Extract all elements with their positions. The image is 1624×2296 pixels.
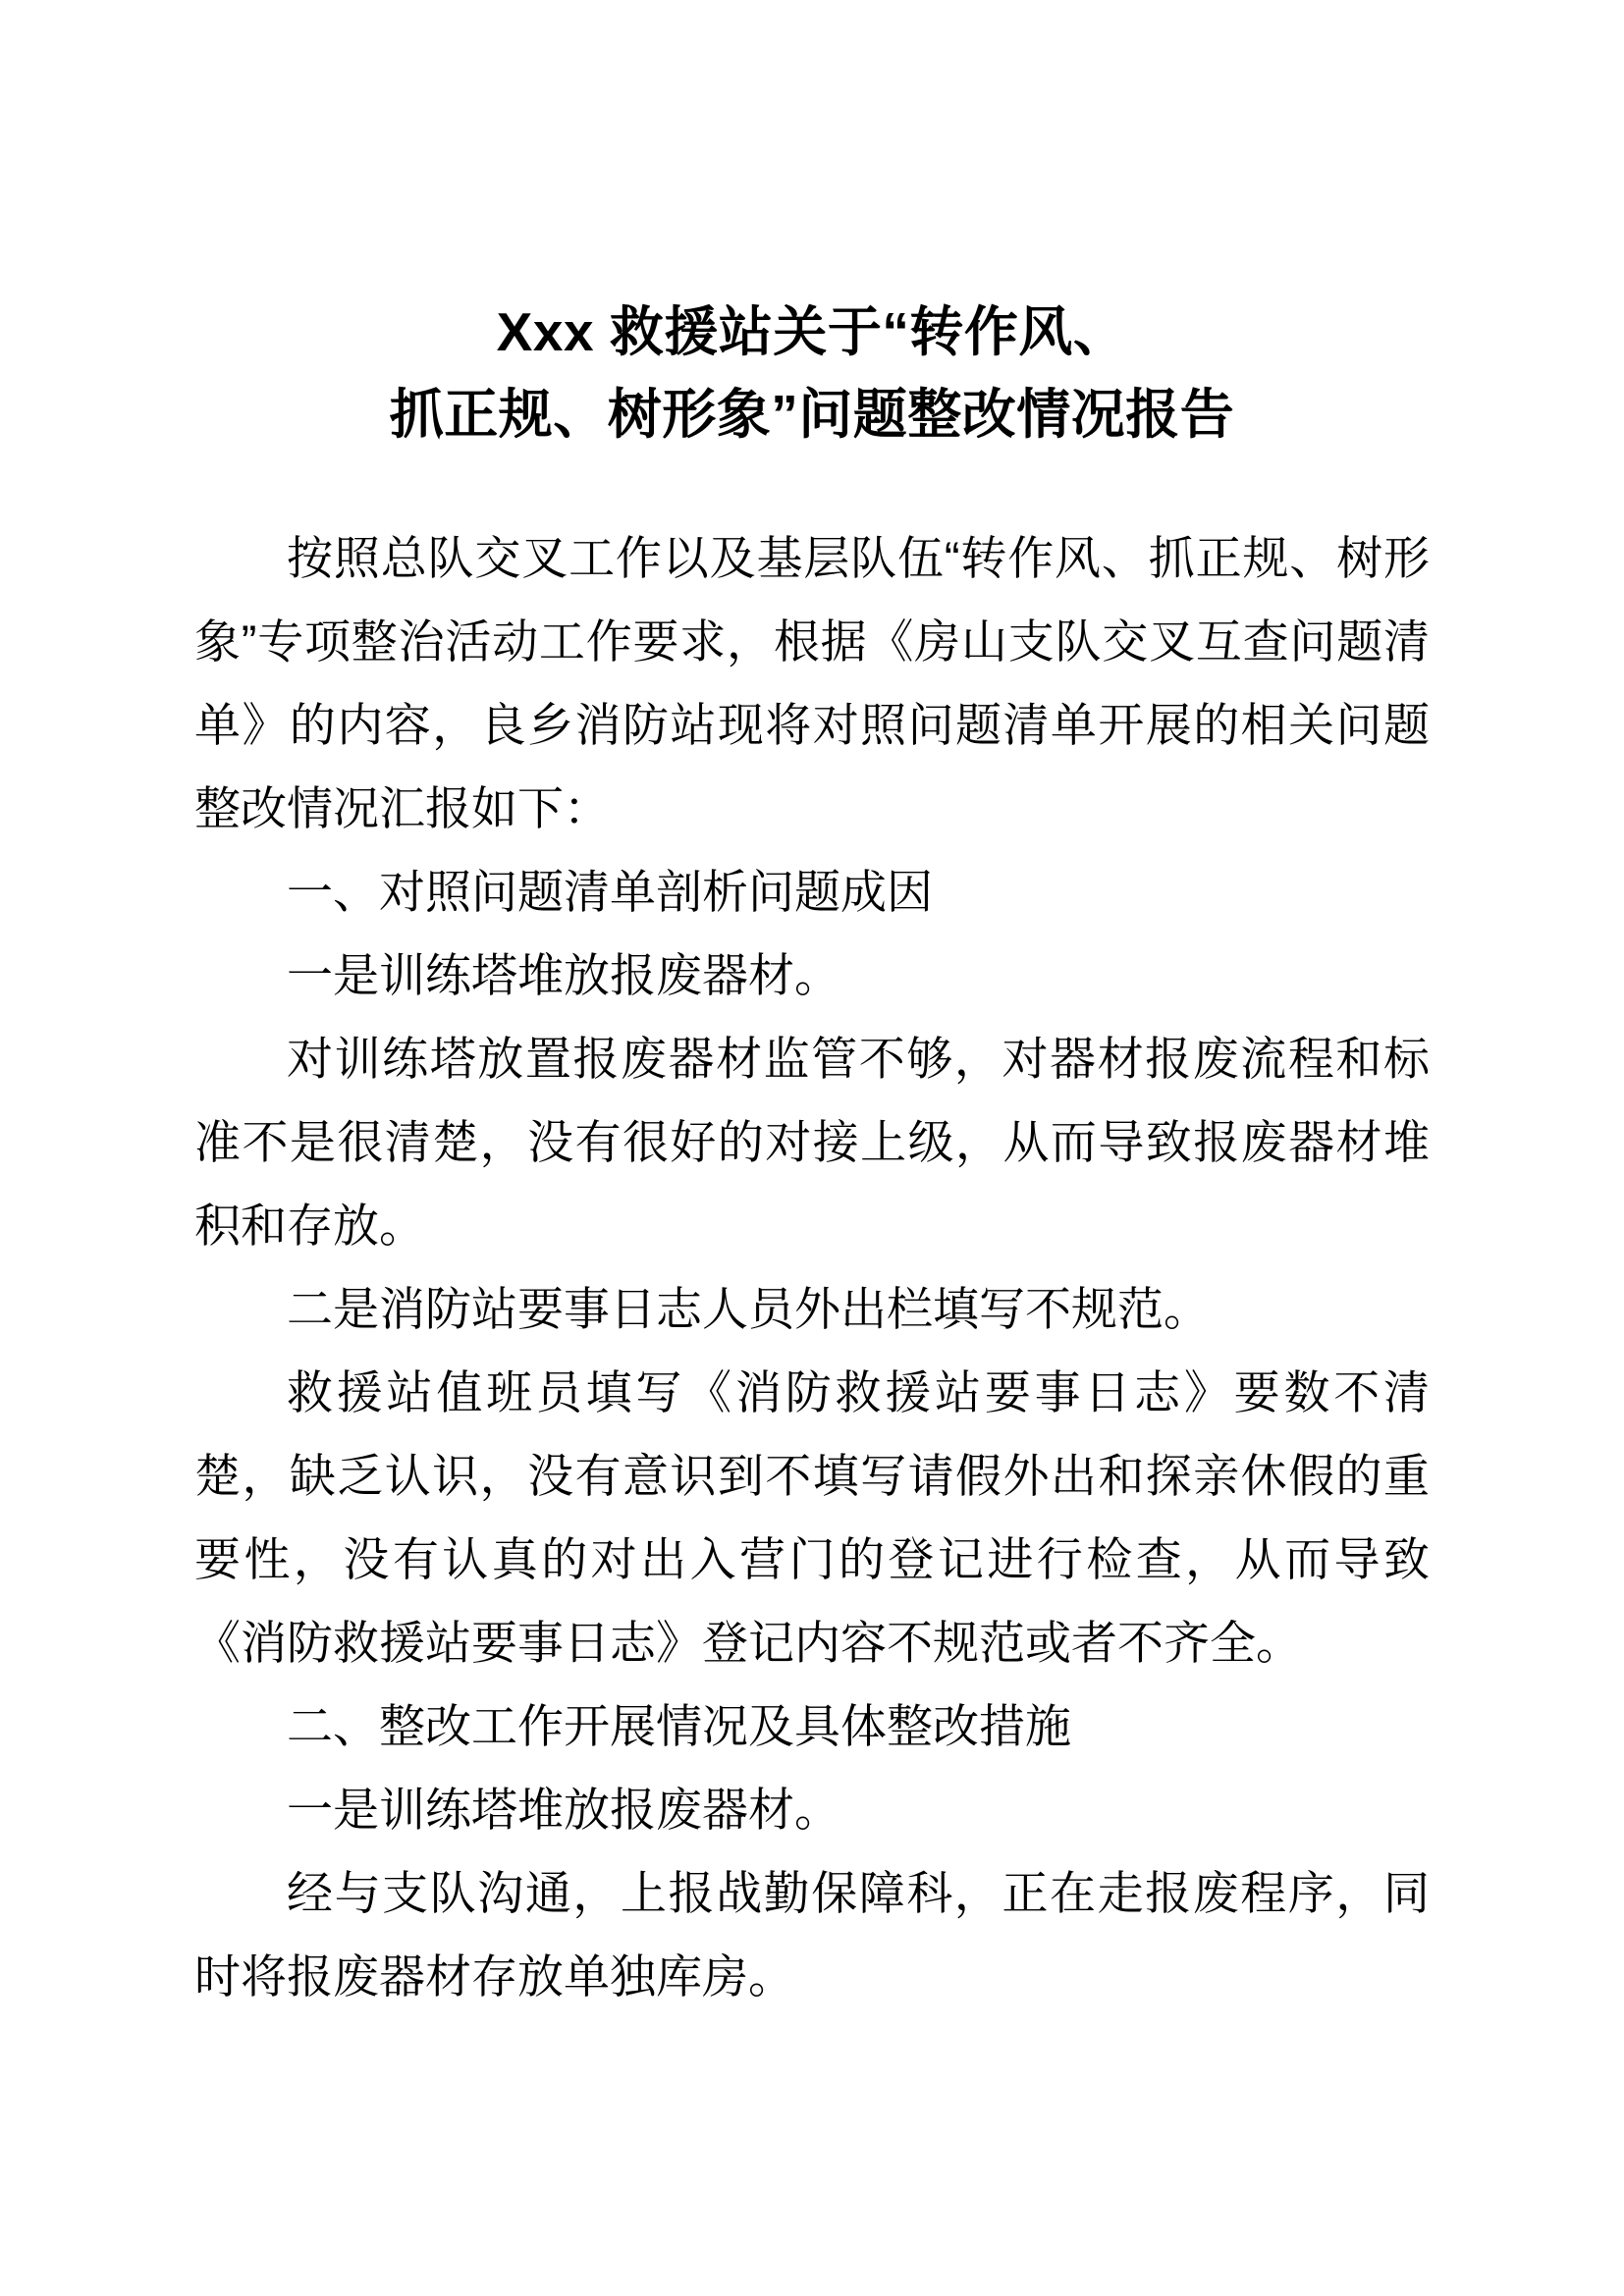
paragraph-section-two-item-one-detail: 经与支队沟通，上报战勤保障科，正在走报废程序，同时将报废器材存放单独库房。 <box>194 1867 1430 2002</box>
paragraph-intro: 按照总队交叉工作以及基层队伍“转作风、抓正规、树形象”专项整治活动工作要求，根据《房山支队交叉互查问题清单》的内容，良乡消防站现将对照问题清单开展的相关问题整改情况汇报如下： <box>194 532 1430 834</box>
page-bottom-whitespace <box>194 2018 1430 2019</box>
subheading-section-one-item-two: 二是消防站要事日志人员外出栏填写不规范。 <box>287 1283 1210 1335</box>
document-title-block <box>194 0 1430 455</box>
paragraph-section-one-item-two-detail: 救援站值班员填写《消防救援站要事日志》要数不清楚，缺乏认识，没有意识到不填写请假外出和探亲休假的重要性，没有认真的对出入营门的登记进行检查，从而导致《消防救援站要事日志》登记内容不规范或者不齐全。 <box>194 1366 1430 1669</box>
document-content-area <box>194 0 1430 2019</box>
heading-section-two: 二、整改工作开展情况及具体整改措施 <box>287 1700 1071 1752</box>
paragraph-section-one-item-one-detail: 对训练塔放置报废器材监管不够，对器材报废流程和标准不是很清楚，没有很好的对接上级，从而导致报废器材堆积和存放。 <box>194 1033 1430 1252</box>
heading-section-one: 一、对照问题清单剖析问题成因 <box>287 866 933 918</box>
title-line-1: Xxx 救援站关于“转作风、 <box>496 301 1128 362</box>
subheading-section-one-item-one: 一是训练塔堆放报废器材。 <box>287 949 840 1001</box>
title-line-2: 抓正规、树形象”问题整改情况报告 <box>389 384 1235 445</box>
page-title <box>194 291 1430 455</box>
subheading-section-two-item-one: 一是训练塔堆放报废器材。 <box>287 1784 840 1836</box>
document-body <box>194 516 1430 2019</box>
